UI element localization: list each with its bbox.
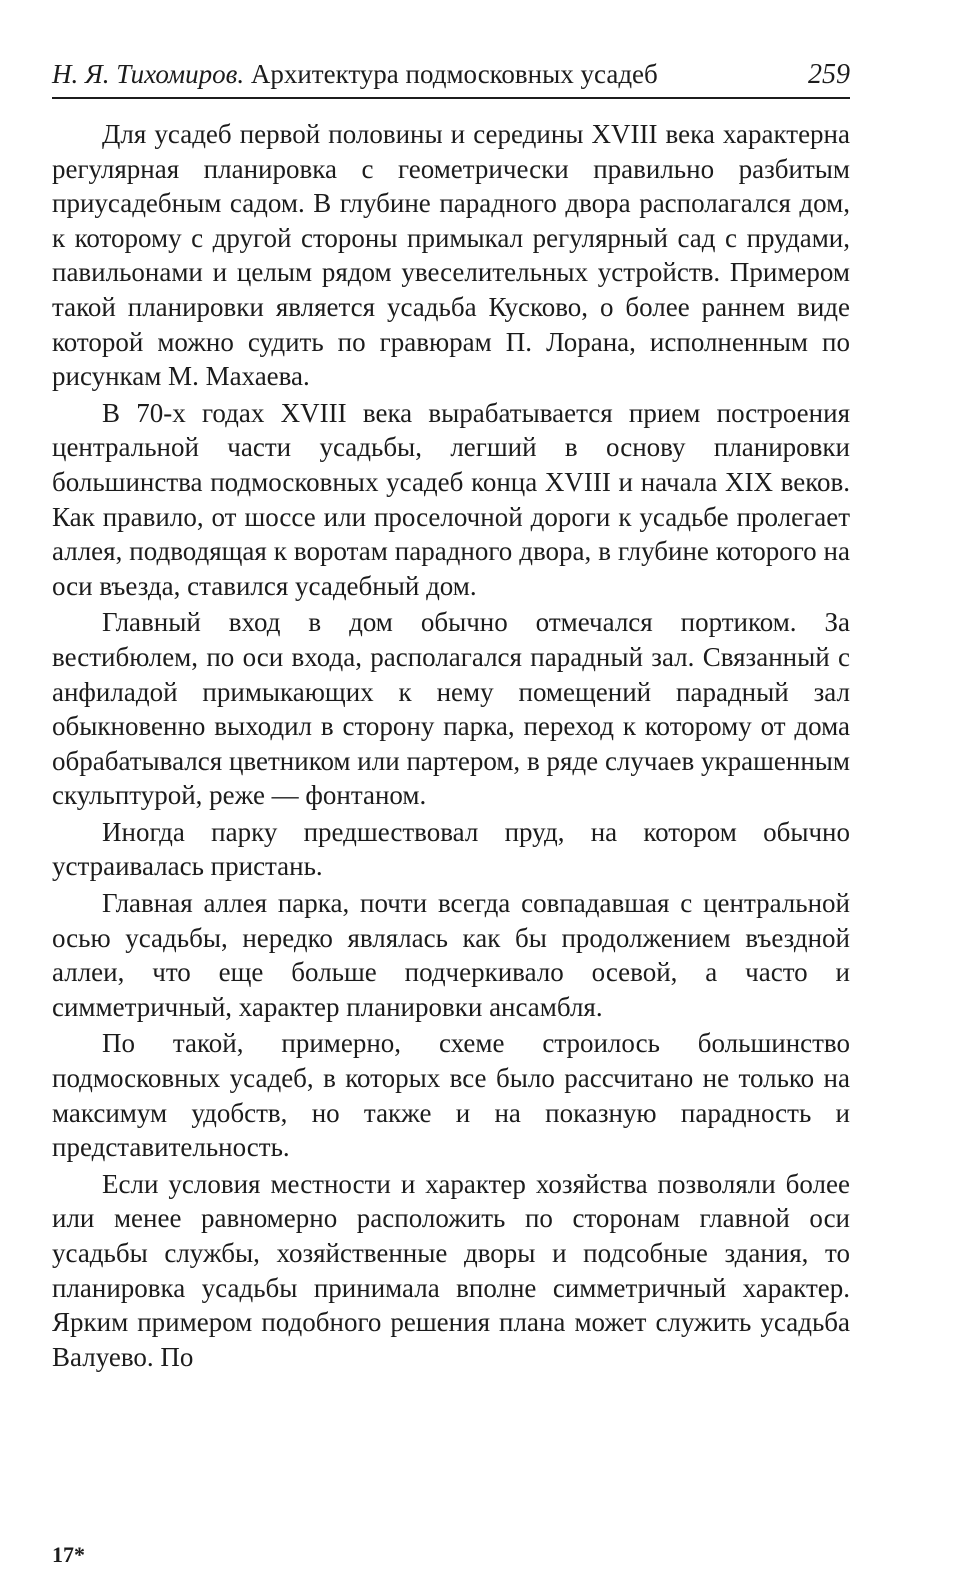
page-number: 259 xyxy=(808,59,850,90)
signature-mark: 17* xyxy=(52,1542,85,1567)
paragraph: Главный вход в дом обычно отмечался портиком. За вестибюлем, по оси входа, располагался парадный зал. Связанный с анфиладой примыкающих к нему помещений парадный зал обыкновенно выходил в сторону парка, переход к которому от дома обрабатывался цветником или партером, в ряде случаев украшенным скульптурой, реже — фонтаном. xyxy=(52,607,850,811)
paragraph: В 70-х годах XVIII века вырабатывается прием построения центральной части усадьбы, легший в основу планировки большинства подмосковных усадеб конца XVIII и начала XIX веков. Как правило, от шоссе или проселочной дороги к усадьбе пролегает аллея, подводящая к воротам парадного двора, в глубине которого на оси въезда, ставился усадебный дом. xyxy=(52,397,850,601)
page xyxy=(52,56,850,1376)
paragraph: Главная аллея парка, почти всегда совпадавшая с центральной осью усадьбы, нередко являлась как бы продолжением въездной аллеи, что еще больше подчеркивало осевой, а часто и симметричный, характер планировки ансамбля. xyxy=(52,888,850,1022)
book-title: Архитектура подмосковных усадеб xyxy=(250,59,658,89)
author-name: Н. Я. Тихомиров. xyxy=(52,59,245,89)
paragraph: По такой, примерно, схеме строилось большинство подмосковных усадеб, в которых все было рассчитано не только на максимум удобств, но также и на показную парадность и представительность. xyxy=(52,1028,850,1163)
paragraph: Иногда парку предшествовал пруд, на котором обычно устраивалась пристань. xyxy=(52,816,850,882)
paragraph: Для усадеб первой половины и середины XVIII века характерна регулярная планировка с геометрически правильно разбитым приусадебным садом. В глубине парадного двора располагался дом, к которому с другой стороны примыкал регулярный сад с прудами, павильонами и целым рядом увеселительных устройств. Примером такой планировки является усадьба Кусково, о более раннем виде которой можно судить по гравюрам П. Лорана, исполненным по рисункам М. Махаева. xyxy=(52,119,850,392)
running-head-title xyxy=(52,56,658,92)
running-head xyxy=(52,56,850,99)
paragraph: Если условия местности и характер хозяйства позволяли более или менее равномерно расположить по сторонам главной оси усадьбы службы, хозяйственные дворы и подсобные здания, то планировка усадьбы принимала вполне симметричный характер. Ярким примером подобного решения плана может служить усадьба Валуево. По xyxy=(52,1168,850,1372)
body-text xyxy=(52,117,850,1374)
